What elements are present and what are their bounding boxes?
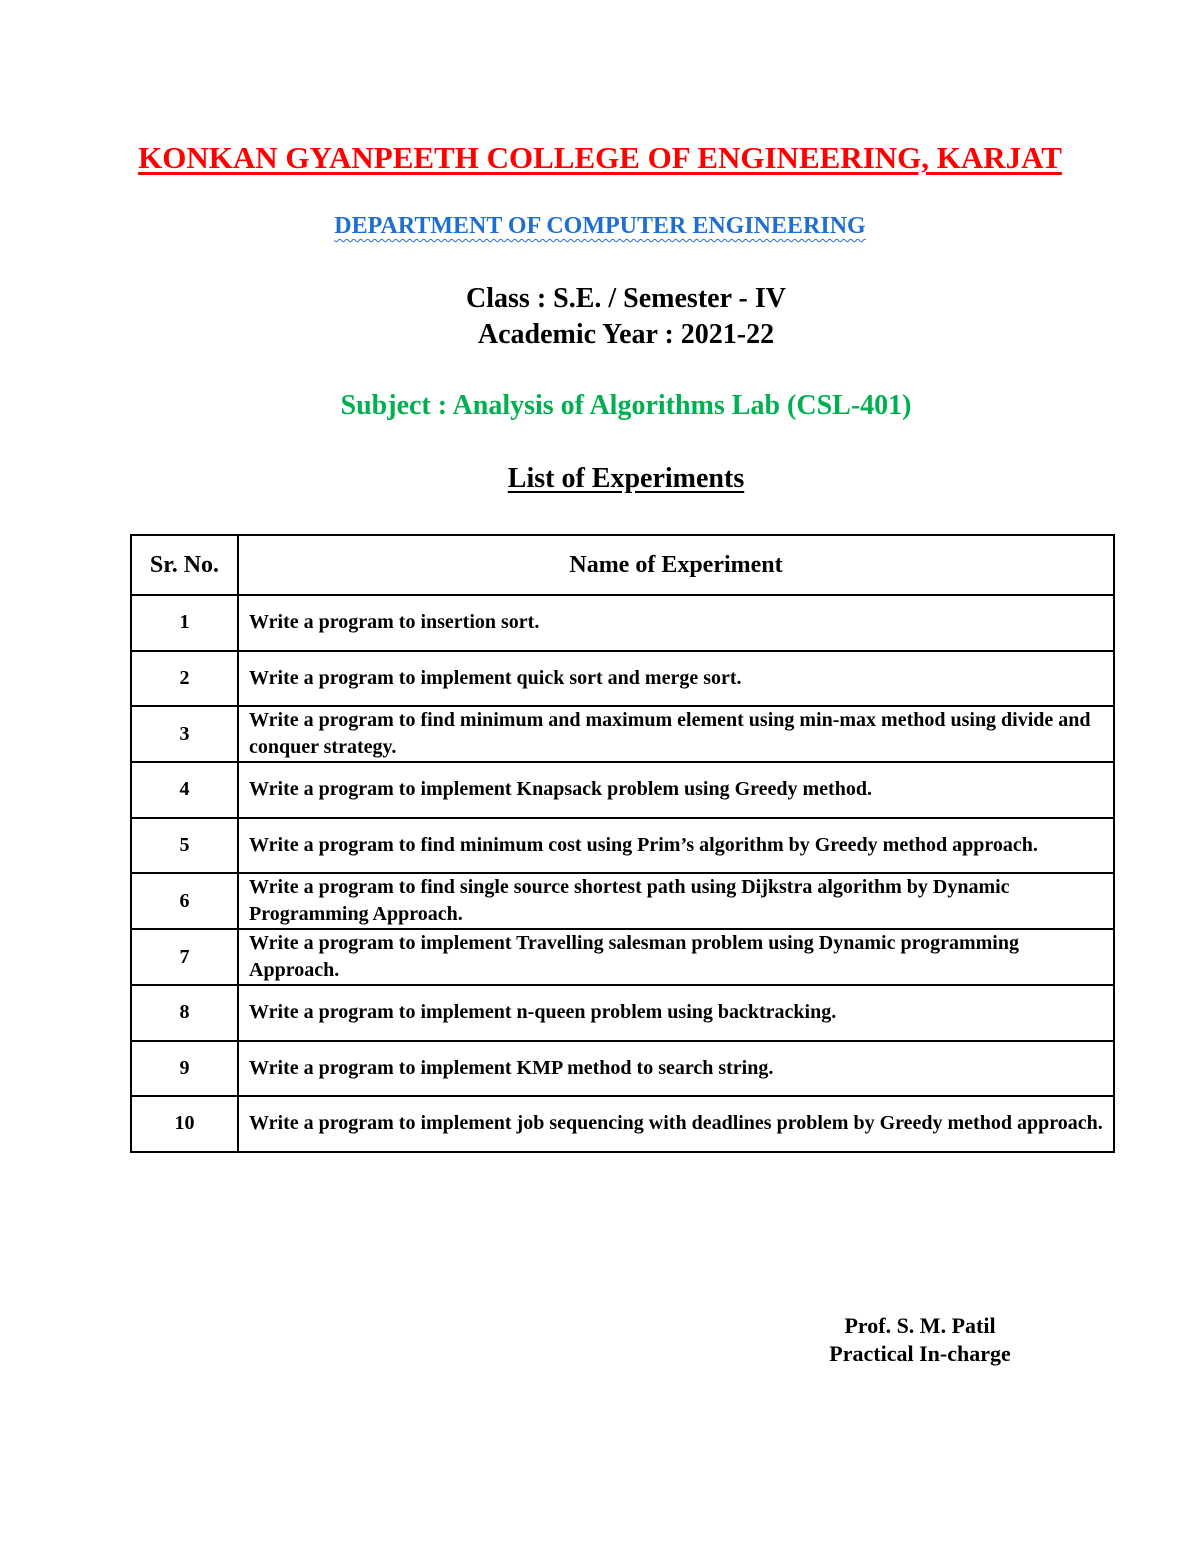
experiment-name: Write a program to implement Knapsack problem using Greedy method.	[238, 762, 1114, 818]
table-row	[131, 929, 1114, 985]
experiment-number: 5	[131, 818, 238, 874]
experiment-number: 10	[131, 1096, 238, 1152]
experiment-number: 1	[131, 595, 238, 651]
signatory-name: Prof. S. M. Patil	[844, 1313, 996, 1338]
experiment-name: Write a program to implement n-queen problem using backtracking.	[238, 985, 1114, 1041]
experiment-number: 9	[131, 1041, 238, 1097]
signatory-role: Practical In-charge	[829, 1341, 1011, 1366]
department-name: DEPARTMENT OF COMPUTER ENGINEERING	[334, 213, 866, 239]
table-row	[131, 1096, 1114, 1152]
experiment-name: Write a program to find single source shortest path using Dijkstra algorithm by Dynamic Programming Approach.	[238, 873, 1114, 929]
table-row	[131, 818, 1114, 874]
experiment-number: 7	[131, 929, 238, 985]
experiment-name: Write a program to implement job sequencing with deadlines problem by Greedy method approach.	[238, 1096, 1114, 1152]
table-row	[131, 762, 1114, 818]
header-sr-no: Sr. No.	[131, 535, 238, 595]
experiments-table	[130, 534, 1115, 1153]
header-experiment-name: Name of Experiment	[238, 535, 1114, 595]
table-header-row	[131, 535, 1114, 595]
subject-title: Subject : Analysis of Algorithms Lab (CSL-401)	[340, 390, 912, 421]
experiment-number: 2	[131, 651, 238, 707]
table-row	[131, 1041, 1114, 1097]
college-name: KONKAN GYANPEETH COLLEGE OF ENGINEERING, KARJAT	[138, 140, 1062, 175]
table-row	[131, 706, 1114, 762]
table-row	[131, 873, 1114, 929]
experiment-name: Write a program to find minimum cost using Prim’s algorithm by Greedy method approach.	[238, 818, 1114, 874]
experiment-number: 4	[131, 762, 238, 818]
experiment-number: 3	[131, 706, 238, 762]
table-row	[131, 595, 1114, 651]
experiment-number: 6	[131, 873, 238, 929]
table-row	[131, 985, 1114, 1041]
experiment-name: Write a program to insertion sort.	[238, 595, 1114, 651]
experiment-name: Write a program to implement KMP method to search string.	[238, 1041, 1114, 1097]
list-title: List of Experiments	[507, 463, 745, 494]
class-semester: Class : S.E. / Semester - IV	[466, 283, 786, 314]
table-row	[131, 651, 1114, 707]
experiment-name: Write a program to find minimum and maximum element using min-max method using divide and conquer strategy.	[238, 706, 1114, 762]
experiment-name: Write a program to implement quick sort and merge sort.	[238, 651, 1114, 707]
academic-year: Academic Year : 2021-22	[477, 319, 775, 350]
experiment-number: 8	[131, 985, 238, 1041]
experiment-name: Write a program to implement Travelling salesman problem using Dynamic programming Approach.	[238, 929, 1114, 985]
